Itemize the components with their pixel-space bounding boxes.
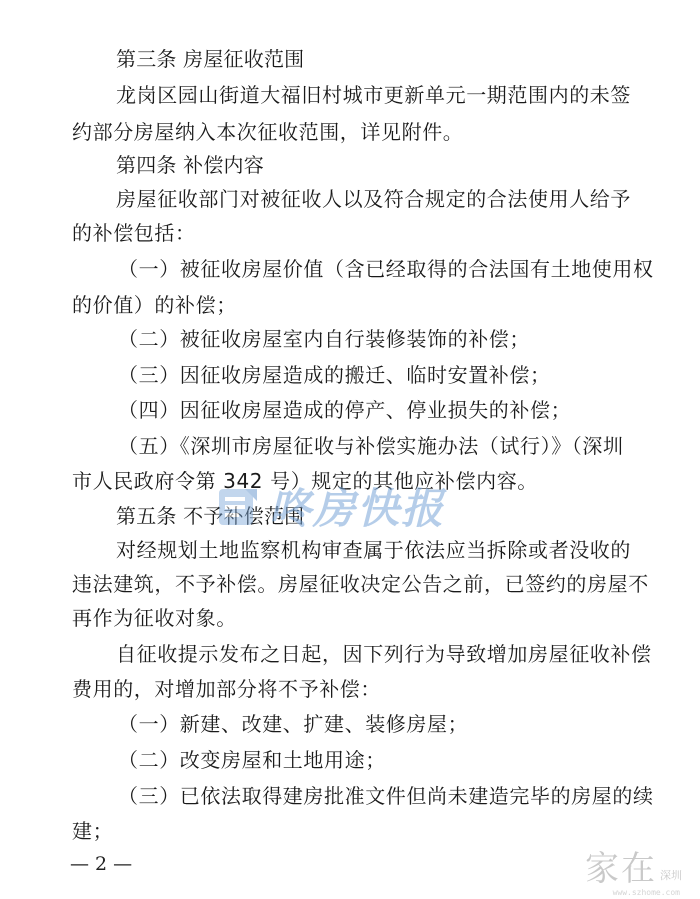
article-4-intro-line-2: 的补偿包括：	[72, 221, 196, 245]
article-4-item-1-line-1: （一）被征收房屋价值（含已经取得的合法国有土地使用权	[118, 257, 654, 281]
article-5-item-1: （一）新建、改建、扩建、装修房屋；	[118, 712, 469, 736]
article-5-paragraph-2-line-2: 费用的，对增加部分将不予补偿：	[72, 677, 381, 701]
corner-watermark-text: 家在	[585, 849, 657, 889]
article-5-paragraph-1-line-2: 违法建筑，不予补偿。房屋征收决定公告之前，已签约的房屋不	[72, 572, 649, 596]
corner-watermark-sub: 深圳	[660, 869, 682, 882]
article-4-item-4: （四）因征收房屋造成的停产、停业损失的补偿；	[118, 398, 572, 422]
article-4-intro-line-1: 房屋征收部门对被征收人以及符合规定的合法使用人给予	[116, 187, 631, 211]
article-5-heading: 第五条 不予补偿范围	[116, 504, 305, 528]
article-3-heading: 第三条 房屋征收范围	[116, 47, 305, 71]
article-4-item-5-line-1: （五）《深圳市房屋征收与补偿实施办法（试行）》（深圳	[118, 434, 624, 458]
article-5-paragraph-2-line-1: 自征收提示发布之日起，因下列行为导致增加房屋征收补偿	[116, 642, 652, 666]
article-4-item-5-line-2: 市人民政府令第 342 号）规定的其他应补偿内容。	[72, 469, 538, 493]
article-3-paragraph-line-2: 约部分房屋纳入本次征收范围，详见附件。	[72, 120, 464, 144]
article-4-item-3: （三）因征收房屋造成的搬迁、临时安置补偿；	[118, 363, 551, 387]
article-5-item-3-line-2: 建；	[72, 819, 114, 843]
article-5-item-2: （二）改变房屋和土地用途；	[118, 748, 386, 772]
article-5-paragraph-1-line-3: 再作为征收对象。	[72, 606, 237, 630]
page-number: — 2 —	[70, 853, 133, 875]
corner-watermark	[585, 851, 682, 887]
article-4-item-1-line-2: 的价值）的补偿；	[72, 293, 237, 317]
corner-watermark-url: www.szhome.com	[612, 888, 680, 897]
article-3-paragraph-line-1: 龙岗区园山街道大福旧村城市更新单元一期范围内的未签	[116, 83, 631, 107]
article-5-item-3-line-1: （三）已依法取得建房批准文件但尚未建造完毕的房屋的续	[118, 784, 654, 808]
article-4-heading: 第四条 补偿内容	[116, 153, 264, 177]
article-4-item-2: （二）被征收房屋室内自行装修装饰的补偿；	[118, 327, 530, 351]
watermark-text: 咚房快报	[269, 484, 446, 533]
article-5-paragraph-1-line-1: 对经规划土地监察机构审查属于依法应当拆除或者没收的	[116, 538, 631, 562]
